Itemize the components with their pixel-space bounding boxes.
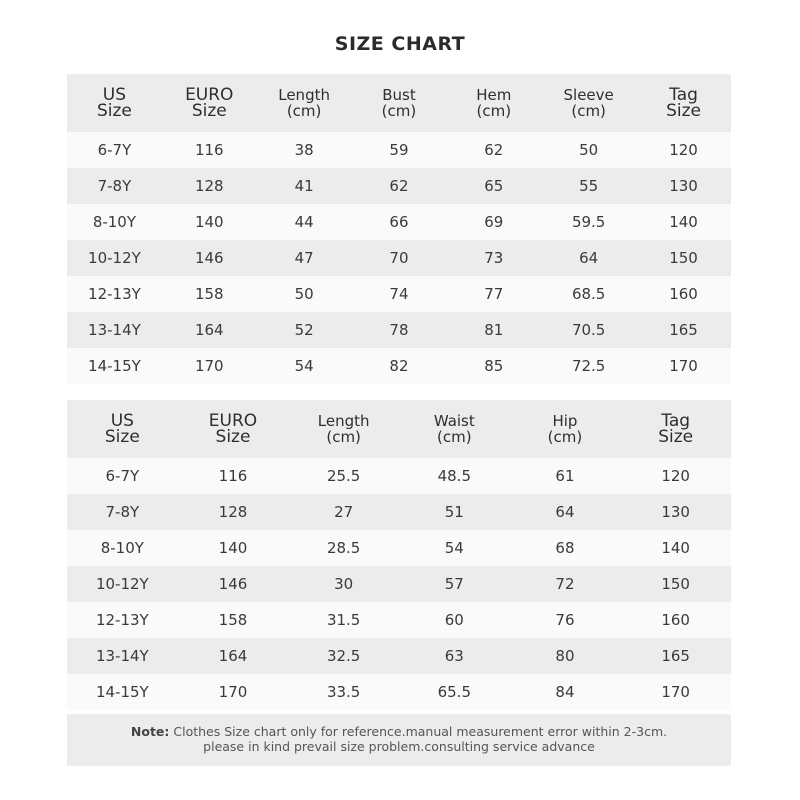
table-cell: 70.5 bbox=[571, 321, 606, 339]
table-cell: 69 bbox=[484, 213, 504, 231]
table-cell: 72 bbox=[555, 575, 575, 593]
table-cell: 54 bbox=[444, 539, 464, 557]
table-cell: 70 bbox=[389, 249, 409, 267]
table-cell: 13-14Y bbox=[88, 321, 141, 339]
table-cell: 82 bbox=[389, 357, 409, 375]
table-cell: 32.5 bbox=[326, 647, 361, 665]
column-header-unit: (cm) bbox=[286, 102, 322, 120]
column-header-label: Tag bbox=[669, 85, 698, 105]
note-line-1 bbox=[67, 724, 731, 739]
table-cell: 84 bbox=[555, 683, 575, 701]
table-cell: 27 bbox=[334, 503, 354, 521]
table-cell: 81 bbox=[484, 321, 504, 339]
column-header bbox=[541, 74, 636, 132]
table-cell: 170 bbox=[669, 357, 698, 375]
table-row bbox=[67, 638, 731, 674]
table-cell: 74 bbox=[389, 285, 409, 303]
table-cell: 76 bbox=[555, 611, 575, 629]
table-cell: 14-15Y bbox=[95, 683, 149, 701]
table-cell: 55 bbox=[579, 177, 599, 195]
table-row bbox=[67, 602, 731, 638]
column-header-unit: Size bbox=[666, 101, 701, 121]
table-cell: 50 bbox=[579, 141, 599, 159]
table-cell: 130 bbox=[661, 503, 690, 521]
table-cell: 12-13Y bbox=[88, 285, 141, 303]
table-cell: 120 bbox=[669, 141, 698, 159]
table-cell: 28.5 bbox=[326, 539, 361, 557]
table-cell: 160 bbox=[669, 285, 698, 303]
column-header-label: Length bbox=[278, 86, 330, 104]
column-header bbox=[636, 74, 731, 132]
table-cell: 160 bbox=[661, 611, 690, 629]
table-cell: 13-14Y bbox=[95, 647, 149, 665]
table-cell: 62 bbox=[484, 141, 504, 159]
column-header bbox=[510, 400, 621, 458]
column-header bbox=[352, 74, 447, 132]
table-cell: 64 bbox=[555, 503, 575, 521]
table-cell: 61 bbox=[555, 467, 575, 485]
table-cell: 170 bbox=[194, 357, 224, 375]
table-cell: 25.5 bbox=[326, 467, 361, 485]
table-cell: 77 bbox=[484, 285, 504, 303]
table-cell: 60 bbox=[444, 611, 464, 629]
table-cell: 63 bbox=[444, 647, 464, 665]
table-cell: 116 bbox=[218, 467, 248, 485]
table-cell: 66 bbox=[389, 213, 409, 231]
table-cell: 8-10Y bbox=[92, 213, 137, 231]
table-cell: 164 bbox=[194, 321, 224, 339]
top-size-table bbox=[67, 74, 731, 384]
column-header-label: EURO bbox=[208, 411, 258, 431]
table-cell: 6-7Y bbox=[105, 467, 140, 485]
table-cell: 140 bbox=[669, 213, 698, 231]
table-cell: 146 bbox=[194, 249, 224, 267]
table-cell: 150 bbox=[661, 575, 690, 593]
table-row bbox=[67, 240, 731, 276]
column-header-unit: (cm) bbox=[437, 428, 472, 446]
table-cell: 68.5 bbox=[571, 285, 606, 303]
table-cell: 52 bbox=[294, 321, 314, 339]
column-header-unit: (cm) bbox=[476, 102, 512, 120]
table-cell: 165 bbox=[669, 321, 698, 339]
column-header bbox=[399, 400, 510, 458]
table-cell: 38 bbox=[294, 141, 314, 159]
table-cell: 14-15Y bbox=[88, 357, 141, 375]
table-cell: 164 bbox=[218, 647, 248, 665]
table-cell: 128 bbox=[218, 503, 248, 521]
table-cell: 146 bbox=[218, 575, 248, 593]
column-header-label: Sleeve bbox=[563, 86, 614, 104]
column-header-label: Hip bbox=[552, 412, 578, 430]
column-header bbox=[257, 74, 352, 132]
column-header-unit: Size bbox=[104, 427, 140, 447]
note-line-2: please in kind prevail size problem.consulting service advance bbox=[203, 739, 595, 754]
table-cell: 165 bbox=[661, 647, 690, 665]
table-header-row bbox=[67, 74, 731, 132]
table-cell: 85 bbox=[484, 357, 504, 375]
table-cell: 33.5 bbox=[326, 683, 361, 701]
table-cell: 7-8Y bbox=[97, 177, 132, 195]
table-row bbox=[67, 566, 731, 602]
table-cell: 65.5 bbox=[437, 683, 471, 701]
table-row bbox=[67, 674, 731, 710]
column-header-unit: (cm) bbox=[547, 428, 583, 446]
table-row bbox=[67, 458, 731, 494]
table-cell: 47 bbox=[294, 249, 314, 267]
table-cell: 73 bbox=[484, 249, 504, 267]
table-cell: 150 bbox=[669, 249, 698, 267]
note-label: Note: bbox=[130, 724, 170, 739]
column-header-label: US bbox=[110, 411, 134, 431]
column-header-label: Bust bbox=[382, 86, 416, 104]
table-cell: 116 bbox=[194, 141, 224, 159]
table-cell: 64 bbox=[579, 249, 599, 267]
table-row bbox=[67, 132, 731, 168]
table-cell: 54 bbox=[294, 357, 314, 375]
table-cell: 10-12Y bbox=[88, 249, 141, 267]
table-cell: 128 bbox=[194, 177, 224, 195]
table-cell: 59.5 bbox=[571, 213, 606, 231]
column-header-label: Waist bbox=[433, 412, 475, 430]
table-cell: 68 bbox=[555, 539, 575, 557]
table-cell: 130 bbox=[669, 177, 698, 195]
page-title: SIZE CHART bbox=[334, 33, 466, 55]
table-row bbox=[67, 494, 731, 530]
table-cell: 8-10Y bbox=[100, 539, 144, 557]
table-cell: 78 bbox=[389, 321, 409, 339]
table-cell: 50 bbox=[294, 285, 314, 303]
column-header-unit: (cm) bbox=[381, 102, 417, 120]
table-cell: 158 bbox=[194, 285, 224, 303]
bottom-size-table bbox=[67, 400, 731, 710]
column-header bbox=[620, 400, 731, 458]
table-row bbox=[67, 348, 731, 384]
table-cell: 158 bbox=[218, 611, 248, 629]
table-cell: 30 bbox=[334, 575, 354, 593]
table-cell: 51 bbox=[444, 503, 464, 521]
table-cell: 80 bbox=[555, 647, 575, 665]
column-header-label: Length bbox=[317, 412, 370, 430]
table-cell: 7-8Y bbox=[105, 503, 140, 521]
table-cell: 72.5 bbox=[571, 357, 606, 375]
table-row bbox=[67, 276, 731, 312]
table-cell: 44 bbox=[294, 213, 314, 231]
table-cell: 65 bbox=[484, 177, 504, 195]
table-row bbox=[67, 168, 731, 204]
column-header bbox=[162, 74, 257, 132]
column-header bbox=[178, 400, 289, 458]
column-header-unit: Size bbox=[96, 101, 132, 121]
table-cell: 62 bbox=[389, 177, 409, 195]
table-cell: 31.5 bbox=[326, 611, 361, 629]
table-cell: 140 bbox=[661, 539, 690, 557]
table-cell: 48.5 bbox=[437, 467, 471, 485]
note-text-1: Clothes Size chart only for reference.manual measurement error within 2-3cm. bbox=[169, 724, 668, 739]
table-cell: 140 bbox=[194, 213, 224, 231]
column-header-label: Hem bbox=[476, 86, 512, 104]
column-header-unit: Size bbox=[191, 101, 227, 121]
table-cell: 170 bbox=[661, 683, 690, 701]
table-cell: 120 bbox=[661, 467, 690, 485]
table-cell: 57 bbox=[444, 575, 464, 593]
note-box bbox=[67, 714, 731, 766]
table-cell: 59 bbox=[389, 141, 409, 159]
table-cell: 140 bbox=[218, 539, 248, 557]
table-cell: 41 bbox=[294, 177, 314, 195]
column-header-unit: (cm) bbox=[571, 102, 606, 120]
column-header bbox=[288, 400, 399, 458]
column-header-unit: Size bbox=[215, 427, 251, 447]
column-header bbox=[67, 400, 178, 458]
column-header-unit: Size bbox=[658, 427, 694, 447]
table-row bbox=[67, 204, 731, 240]
column-header-label: EURO bbox=[185, 85, 234, 105]
table-header-row bbox=[67, 400, 731, 458]
table-cell: 10-12Y bbox=[95, 575, 149, 593]
table-row bbox=[67, 312, 731, 348]
column-header-label: Tag bbox=[661, 411, 691, 431]
table-cell: 6-7Y bbox=[97, 141, 132, 159]
column-header bbox=[446, 74, 541, 132]
table-cell: 12-13Y bbox=[95, 611, 149, 629]
column-header-label: US bbox=[102, 85, 127, 105]
column-header-unit: (cm) bbox=[326, 428, 361, 446]
table-cell: 170 bbox=[218, 683, 248, 701]
table-row bbox=[67, 530, 731, 566]
column-header bbox=[67, 74, 162, 132]
